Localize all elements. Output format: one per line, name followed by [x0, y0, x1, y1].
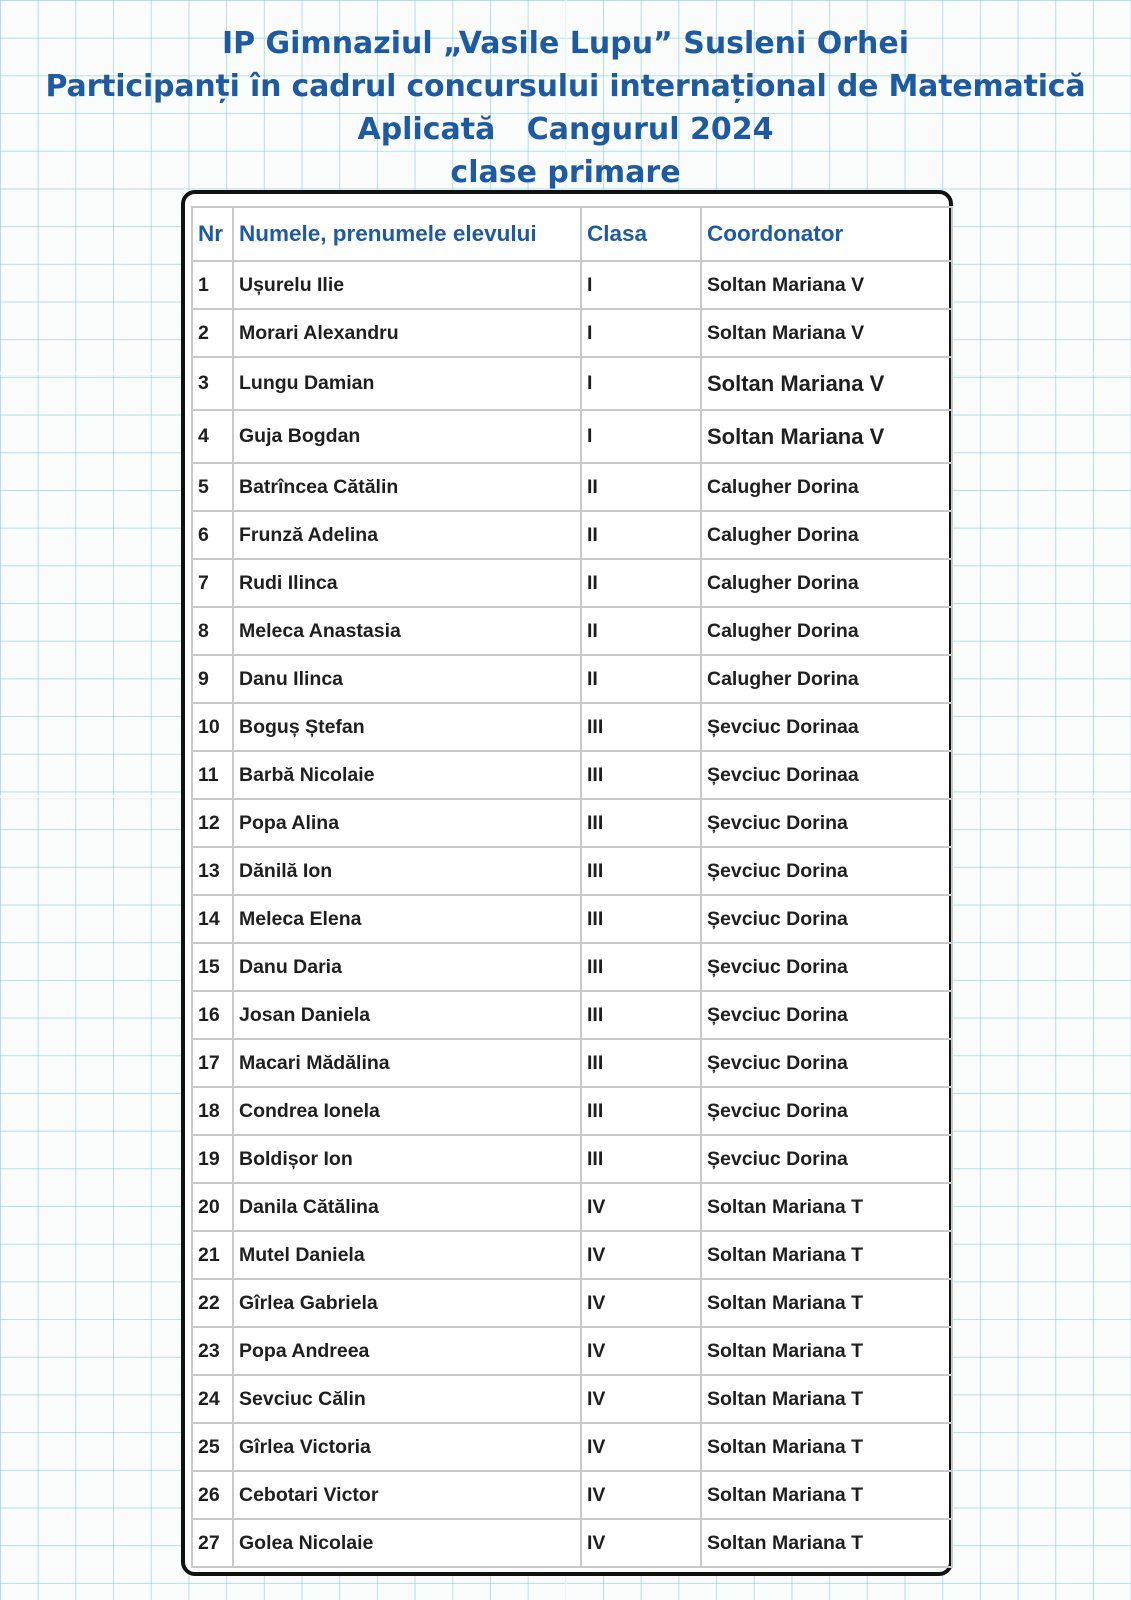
cell-student-name: Lungu Damian	[233, 357, 581, 410]
cell-nr: 8	[192, 607, 233, 655]
heading-level: clase primare	[450, 155, 681, 190]
cell-nr: 14	[192, 895, 233, 943]
table-row	[192, 991, 952, 1039]
cell-nr: 20	[192, 1183, 233, 1231]
cell-coordinator: Șevciuc Dorina	[701, 1135, 952, 1183]
cell-nr: 13	[192, 847, 233, 895]
document-heading	[0, 22, 1131, 194]
table-row	[192, 357, 952, 410]
cell-student-name: Barbă Nicolaie	[233, 751, 581, 799]
table-row	[192, 799, 952, 847]
table-row	[192, 410, 952, 463]
cell-student-name: Dănilă Ion	[233, 847, 581, 895]
table-row	[192, 847, 952, 895]
cell-student-name: Danila Cătălina	[233, 1183, 581, 1231]
cell-nr: 10	[192, 703, 233, 751]
cell-student-name: Golea Nicolaie	[233, 1519, 581, 1567]
cell-class: IV	[581, 1183, 701, 1231]
cell-coordinator: Soltan Mariana T	[701, 1183, 952, 1231]
cell-nr: 22	[192, 1279, 233, 1327]
table-row	[192, 1039, 952, 1087]
cell-class: III	[581, 847, 701, 895]
cell-coordinator: Șevciuc Dorinaa	[701, 703, 952, 751]
cell-coordinator: Soltan Mariana T	[701, 1519, 952, 1567]
cell-student-name: Boldișor Ion	[233, 1135, 581, 1183]
table-row	[192, 1183, 952, 1231]
cell-class: III	[581, 1039, 701, 1087]
cell-student-name: Guja Bogdan	[233, 410, 581, 463]
cell-nr: 4	[192, 410, 233, 463]
table-row	[192, 607, 952, 655]
cell-class: II	[581, 559, 701, 607]
cell-coordinator: Soltan Mariana T	[701, 1423, 952, 1471]
cell-coordinator: Șevciuc Dorina	[701, 847, 952, 895]
column-header-name: Numele, prenumele elevului	[233, 207, 581, 261]
cell-nr: 12	[192, 799, 233, 847]
heading-school: IP Gimnaziul „Vasile Lupu” Susleni Orhei	[221, 26, 910, 61]
cell-nr: 25	[192, 1423, 233, 1471]
table-row	[192, 655, 952, 703]
cell-class: I	[581, 309, 701, 357]
table-row	[192, 1087, 952, 1135]
table-row	[192, 943, 952, 991]
table-row	[192, 1327, 952, 1375]
cell-coordinator: Soltan Mariana T	[701, 1375, 952, 1423]
heading-title: Participanți în cadrul concursului internațional de Matematică	[45, 69, 1086, 104]
cell-student-name: Macari Mădălina	[233, 1039, 581, 1087]
cell-coordinator: Șevciuc Dorina	[701, 943, 952, 991]
cell-nr: 5	[192, 463, 233, 511]
cell-coordinator: Soltan Mariana V	[701, 309, 952, 357]
cell-coordinator: Soltan Mariana T	[701, 1279, 952, 1327]
table-row	[192, 1423, 952, 1471]
cell-nr: 26	[192, 1471, 233, 1519]
cell-coordinator: Calugher Dorina	[701, 655, 952, 703]
cell-nr: 6	[192, 511, 233, 559]
column-header-nr: Nr	[192, 207, 233, 261]
cell-student-name: Ușurelu Ilie	[233, 261, 581, 309]
cell-nr: 3	[192, 357, 233, 410]
cell-nr: 17	[192, 1039, 233, 1087]
cell-coordinator: Soltan Mariana T	[701, 1471, 952, 1519]
cell-class: IV	[581, 1471, 701, 1519]
cell-student-name: Mutel Daniela	[233, 1231, 581, 1279]
cell-student-name: Frunză Adelina	[233, 511, 581, 559]
cell-class: IV	[581, 1519, 701, 1567]
cell-nr: 19	[192, 1135, 233, 1183]
cell-class: III	[581, 751, 701, 799]
cell-nr: 11	[192, 751, 233, 799]
cell-coordinator: Șevciuc Dorina	[701, 1039, 952, 1087]
cell-class: IV	[581, 1231, 701, 1279]
cell-class: III	[581, 1135, 701, 1183]
cell-class: IV	[581, 1279, 701, 1327]
table-row	[192, 751, 952, 799]
cell-student-name: Batrîncea Cătălin	[233, 463, 581, 511]
cell-coordinator: Soltan Mariana T	[701, 1327, 952, 1375]
cell-student-name: Meleca Elena	[233, 895, 581, 943]
cell-nr: 27	[192, 1519, 233, 1567]
table-row	[192, 703, 952, 751]
cell-student-name: Danu Ilinca	[233, 655, 581, 703]
table-row	[192, 1375, 952, 1423]
cell-student-name: Sevciuc Călin	[233, 1375, 581, 1423]
cell-student-name: Gîrlea Victoria	[233, 1423, 581, 1471]
cell-student-name: Josan Daniela	[233, 991, 581, 1039]
table-frame	[181, 190, 953, 1576]
cell-nr: 16	[192, 991, 233, 1039]
cell-coordinator: Calugher Dorina	[701, 463, 952, 511]
table-row	[192, 1471, 952, 1519]
cell-nr: 21	[192, 1231, 233, 1279]
table-row	[192, 511, 952, 559]
table-row	[192, 895, 952, 943]
cell-coordinator: Șevciuc Dorina	[701, 991, 952, 1039]
cell-class: III	[581, 991, 701, 1039]
cell-student-name: Danu Daria	[233, 943, 581, 991]
cell-coordinator: Soltan Mariana V	[701, 357, 952, 410]
cell-nr: 18	[192, 1087, 233, 1135]
cell-class: I	[581, 357, 701, 410]
cell-class: II	[581, 511, 701, 559]
table-row	[192, 1519, 952, 1567]
table-row	[192, 1231, 952, 1279]
cell-nr: 24	[192, 1375, 233, 1423]
cell-coordinator: Șevciuc Dorina	[701, 799, 952, 847]
cell-nr: 2	[192, 309, 233, 357]
table-row	[192, 309, 952, 357]
table-row	[192, 1135, 952, 1183]
cell-student-name: Cebotari Victor	[233, 1471, 581, 1519]
cell-nr: 9	[192, 655, 233, 703]
cell-class: III	[581, 1087, 701, 1135]
cell-class: II	[581, 655, 701, 703]
cell-student-name: Rudi Ilinca	[233, 559, 581, 607]
cell-class: III	[581, 895, 701, 943]
cell-coordinator: Calugher Dorina	[701, 607, 952, 655]
cell-student-name: Boguș Ștefan	[233, 703, 581, 751]
table-row	[192, 1279, 952, 1327]
cell-coordinator: Șevciuc Dorinaa	[701, 751, 952, 799]
cell-coordinator: Soltan Mariana V	[701, 410, 952, 463]
table-header-row	[192, 207, 952, 261]
cell-student-name: Popa Alina	[233, 799, 581, 847]
cell-coordinator: Soltan Mariana V	[701, 261, 952, 309]
cell-class: IV	[581, 1375, 701, 1423]
cell-coordinator: Calugher Dorina	[701, 559, 952, 607]
cell-coordinator: Soltan Mariana T	[701, 1231, 952, 1279]
cell-class: II	[581, 463, 701, 511]
cell-class: I	[581, 261, 701, 309]
cell-coordinator: Șevciuc Dorina	[701, 895, 952, 943]
cell-class: I	[581, 410, 701, 463]
table-row	[192, 463, 952, 511]
cell-student-name: Meleca Anastasia	[233, 607, 581, 655]
table-row	[192, 559, 952, 607]
cell-class: IV	[581, 1423, 701, 1471]
cell-nr: 23	[192, 1327, 233, 1375]
cell-class: III	[581, 943, 701, 991]
participants-table	[191, 206, 953, 1568]
cell-nr: 15	[192, 943, 233, 991]
table-row	[192, 261, 952, 309]
cell-coordinator: Șevciuc Dorina	[701, 1087, 952, 1135]
cell-student-name: Condrea Ionela	[233, 1087, 581, 1135]
cell-student-name: Morari Alexandru	[233, 309, 581, 357]
cell-class: III	[581, 799, 701, 847]
cell-student-name: Gîrlea Gabriela	[233, 1279, 581, 1327]
cell-class: IV	[581, 1327, 701, 1375]
cell-nr: 1	[192, 261, 233, 309]
cell-class: II	[581, 607, 701, 655]
heading-subtitle: Aplicată Cangurul 2024	[357, 112, 774, 147]
cell-student-name: Popa Andreea	[233, 1327, 581, 1375]
column-header-class: Clasa	[581, 207, 701, 261]
cell-class: III	[581, 703, 701, 751]
cell-nr: 7	[192, 559, 233, 607]
cell-coordinator: Calugher Dorina	[701, 511, 952, 559]
column-header-coordinator: Coordonator	[701, 207, 952, 261]
